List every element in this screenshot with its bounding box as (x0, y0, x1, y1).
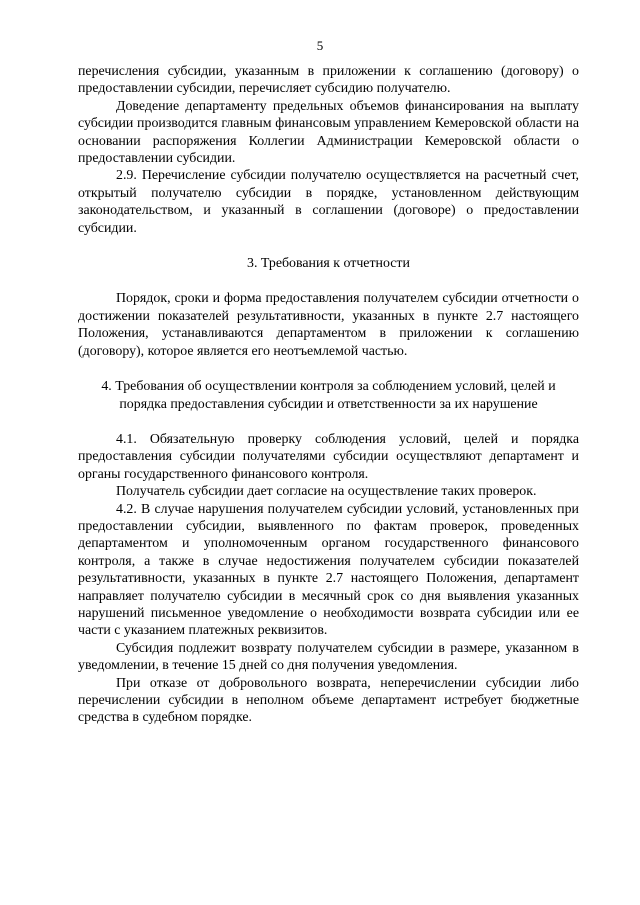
paragraph-4-2: 4.2. В случае нарушения получателем субсидии условий, установленных при предоставлении субсидии, выявленного по фактам проверок, проведенных департаментом и уполномоченным органом государственного финансового контроля, а также в случае недостижения получателем субсидии показателей результативности, указанных в пункте 2.7 настоящего Положения, департамент направляет получателю субсидии в месячный срок со дня выявления указанных нарушений письменное уведомление о необходимости возврата субсидии или ее части с указанием платежных реквизитов. (78, 501, 579, 639)
spacer (78, 237, 579, 255)
spacer (78, 272, 579, 290)
section-4-title-line-2: порядка предоставления субсидии и ответственности за их нарушение (119, 396, 538, 412)
paragraph-funding-limits: Доведение департаменту предельных объемов финансирования на выплату субсидии производится главным финансовым управлением Кемеровской области на основании распоряжения Коллегии Администрации Кемеровской области о предоставлении субсидии. (78, 98, 579, 167)
section-4-title-line-1: 4. Требования об осуществлении контроля за соблюдением условий, целей и (101, 379, 556, 395)
paragraph-refund: Субсидия подлежит возврату получателем субсидии в размере, указанном в уведомлении, в течение 15 дней со дня получения уведомления. (78, 640, 579, 674)
spacer (78, 413, 579, 431)
document-body (78, 63, 579, 727)
paragraph-continuation: перечисления субсидии, указанным в приложении к соглашению (договору) о предоставлении субсидии, перечисляет субсидию получателю. (78, 64, 579, 97)
paragraph-4-1: 4.1. Обязательную проверку соблюдения условий, целей и порядка предоставления субсидии получателями субсидии осуществляют департамент и органы государственного финансового контроля. (78, 431, 579, 482)
paragraph-consent: Получатель субсидии дает согласие на осуществление таких проверок. (116, 484, 537, 500)
section-3-title: 3. Требования к отчетности (247, 256, 410, 272)
page-number: 5 (316, 38, 324, 53)
paragraph-court: При отказе от добровольного возврата, неперечислении субсидии либо перечислении субсидии в неполном объеме департамент истребует бюджетные средства в судебном порядке. (78, 675, 579, 726)
paragraph-reporting: Порядок, сроки и форма предоставления получателем субсидии отчетности о достижении показателей результативности, указанных в пункте 2.7 настоящего Положения, устанавливаются департаментом в приложении к соглашению (договору), которое является его неотъемлемой частью. (78, 291, 579, 359)
spacer (78, 360, 579, 378)
paragraph-2-9: 2.9. Перечисление субсидии получателю осуществляется на расчетный счет, открытый получателю субсидии в порядке, установленном действующим законодательством, и указанный в соглашении (договоре) о предоставлении субсидии. (78, 168, 579, 236)
